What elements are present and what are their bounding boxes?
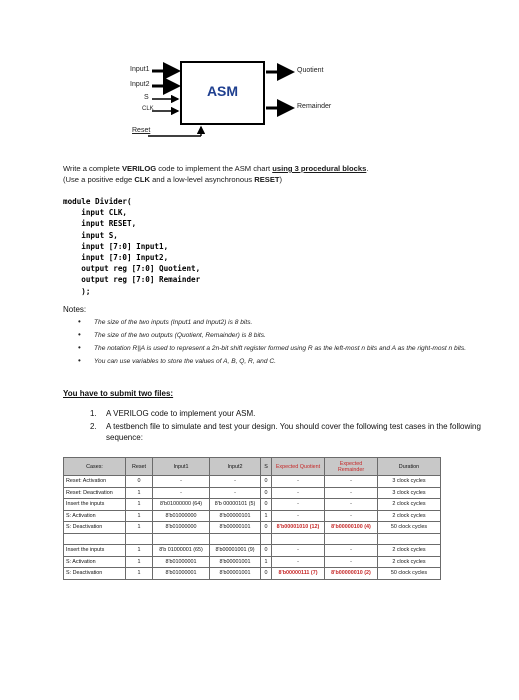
cell-reset: 1: [126, 568, 153, 580]
cell-s: 0: [261, 476, 272, 488]
cell-input2: 8'b00000101: [210, 522, 261, 534]
cell-input2: 8'b 00000101 (5): [210, 499, 261, 511]
submit-heading: You have to submit two files:: [63, 389, 174, 398]
step-number: 2.: [90, 422, 97, 431]
cell-remainder: -: [325, 545, 378, 557]
task-text: (Use a positive edge: [63, 175, 135, 184]
cell-case: S: Activation: [64, 556, 126, 568]
cell-case: Insert the inputs: [64, 499, 126, 511]
cell-remainder: -: [325, 510, 378, 522]
cell-input1: -: [153, 487, 210, 499]
cell-s: 0: [261, 522, 272, 534]
cell-input1: 8'b 01000001 (65): [153, 545, 210, 557]
input2-label: Input2: [130, 81, 150, 88]
cell-quotient: -: [272, 510, 325, 522]
task-line-1: [63, 164, 368, 173]
cell-duration: 2 clock cycles: [378, 510, 441, 522]
cell-quotient: -: [272, 545, 325, 557]
reset-label: Reset: [132, 127, 151, 134]
test-case-table: [63, 457, 441, 580]
table-row: [64, 487, 441, 499]
cell-case: S: Deactivation: [64, 522, 126, 534]
col-expected-remainder: Expected Remainder: [325, 458, 378, 476]
quotient-label: Quotient: [297, 67, 324, 74]
cell-input2: 8'b00001001: [210, 568, 261, 580]
table-row: [64, 510, 441, 522]
cell-remainder: -: [325, 476, 378, 488]
clk-keyword: CLK: [134, 175, 150, 184]
notes-list: [78, 318, 483, 370]
task-text: .: [366, 164, 369, 173]
cell-duration: 2 clock cycles: [378, 556, 441, 568]
procedural-blocks-emphasis: using 3 procedural blocks: [272, 164, 367, 173]
cell-s: 0: [261, 487, 272, 499]
cell-s: 0: [261, 499, 272, 511]
cell-input1: 8'b01000000: [153, 522, 210, 534]
cell-reset: 1: [126, 499, 153, 511]
col-input1: Input1: [153, 458, 210, 476]
cell-quotient: -: [272, 476, 325, 488]
cell-remainder: -: [325, 499, 378, 511]
cell-case: Reset: Deactivation: [64, 487, 126, 499]
cell-duration: 2 clock cycles: [378, 545, 441, 557]
submission-steps: [90, 408, 490, 445]
table-header-row: [64, 458, 441, 476]
note-text: The notation R||A is used to represent a 2n-bit shift register formed using R as the left-most n bits and A as the right-most n bits.: [94, 345, 467, 352]
note-item: [78, 318, 483, 327]
cell-case: S: Deactivation: [64, 568, 126, 580]
code-line: input CLK,: [63, 208, 128, 218]
remainder-label: Remainder: [297, 103, 332, 110]
note-text: The size of the two inputs (Input1 and Input2) is 8 bits.: [94, 319, 253, 326]
table-row: [64, 568, 441, 580]
note-item: [78, 344, 483, 353]
verilog-keyword: VERILOG: [121, 164, 157, 173]
cell-duration: 2 clock cycles: [378, 499, 441, 511]
cell-quotient: -: [272, 487, 325, 499]
verilog-module-header: [63, 196, 200, 297]
cell-case: S: Activation: [64, 510, 126, 522]
cell-duration: 3 clock cycles: [378, 476, 441, 488]
table-row: [64, 522, 441, 534]
bullet-icon: •: [78, 317, 81, 326]
code-line: );: [63, 286, 91, 296]
cell-duration: 3 clock cycles: [378, 487, 441, 499]
col-input2: Input2: [210, 458, 261, 476]
table-row: [64, 545, 441, 557]
step-text: A VERILOG code to implement your ASM.: [106, 409, 256, 418]
note-item: [78, 331, 483, 340]
code-line: module Divider(: [63, 197, 132, 206]
cell-reset: 1: [126, 522, 153, 534]
cell-s: 0: [261, 545, 272, 557]
cell-remainder: 8'b00000010 (2): [325, 568, 378, 580]
table-row: [64, 499, 441, 511]
cell-input2: -: [210, 487, 261, 499]
input1-label: Input1: [130, 66, 150, 73]
asm-block-diagram: [0, 0, 519, 150]
note-text: The size of the two outputs (Quotient, Remainder) is 8 bits.: [94, 332, 266, 339]
table-row: [64, 556, 441, 568]
task-text: ): [279, 175, 283, 184]
cell-input1: 8'b01000001: [153, 568, 210, 580]
code-line: input S,: [63, 230, 118, 240]
code-line: input [7:0] Input1,: [63, 241, 169, 251]
cell-quotient: 8'b00001010 (12): [272, 522, 325, 534]
note-text: You can use variables to store the values of A, B, Q, R, and C.: [94, 358, 276, 365]
task-line-2: [63, 175, 282, 184]
cell-quotient: -: [272, 499, 325, 511]
cell-case: Reset: Activation: [64, 476, 126, 488]
cell-remainder: -: [325, 556, 378, 568]
cell-input2: 8'b00001001 (9): [210, 545, 261, 557]
cell-s: 1: [261, 556, 272, 568]
step-item: [90, 408, 490, 419]
col-cases: Cases:: [64, 458, 126, 476]
note-item: [78, 357, 483, 366]
cell-reset: 1: [126, 487, 153, 499]
col-expected-quotient: Expected Quotient: [272, 458, 325, 476]
cell-reset: 1: [126, 510, 153, 522]
cell-remainder: 8'b00000100 (4): [325, 522, 378, 534]
task-text: code to implement the ASM chart: [156, 164, 273, 173]
cell-input2: 8'b00000101: [210, 510, 261, 522]
task-text: and a low-level asynchronous: [149, 175, 255, 184]
cell-input1: -: [153, 476, 210, 488]
clk-label: CLK: [142, 106, 154, 112]
task-text: Write a complete: [63, 164, 122, 173]
notes-heading: Notes:: [63, 305, 87, 314]
cell-duration: 50 clock cycles: [378, 568, 441, 580]
cell-quotient: 8'b00000111 (7): [272, 568, 325, 580]
cell-reset: 0: [126, 476, 153, 488]
cell-reset: 1: [126, 545, 153, 557]
asm-box: [180, 61, 265, 125]
step-text: A testbench file to simulate and test your design. You should cover the following test cases in the following sequence:: [106, 422, 481, 442]
bullet-icon: •: [78, 343, 81, 352]
cell-remainder: -: [325, 487, 378, 499]
col-s: S: [261, 458, 272, 476]
cell-duration: 50 clock cycles: [378, 522, 441, 534]
table-spacer-row: [64, 533, 441, 545]
cell-s: 1: [261, 510, 272, 522]
cell-reset: 1: [126, 556, 153, 568]
step-number: 1.: [90, 409, 97, 418]
cell-case: Insert the inputs: [64, 545, 126, 557]
reset-keyword: RESET: [254, 175, 280, 184]
s-label: S: [144, 94, 149, 101]
col-duration: Duration: [378, 458, 441, 476]
cell-input2: -: [210, 476, 261, 488]
col-reset: Reset: [126, 458, 153, 476]
asm-title: ASM: [206, 83, 239, 99]
cell-input2: 8'b00001001: [210, 556, 261, 568]
cell-quotient: -: [272, 556, 325, 568]
cell-input1: 8'b01000000 (64): [153, 499, 210, 511]
step-item: [90, 421, 490, 443]
code-line: input RESET,: [63, 219, 137, 229]
cell-s: 0: [261, 568, 272, 580]
cell-input1: 8'b01000001: [153, 556, 210, 568]
code-line: input [7:0] Input2,: [63, 253, 169, 263]
code-line: output reg [7:0] Remainder: [63, 275, 201, 285]
table-row: [64, 476, 441, 488]
bullet-icon: •: [78, 356, 81, 365]
cell-input1: 8'b01000000: [153, 510, 210, 522]
bullet-icon: •: [78, 330, 81, 339]
code-line: output reg [7:0] Quotient,: [63, 264, 201, 274]
